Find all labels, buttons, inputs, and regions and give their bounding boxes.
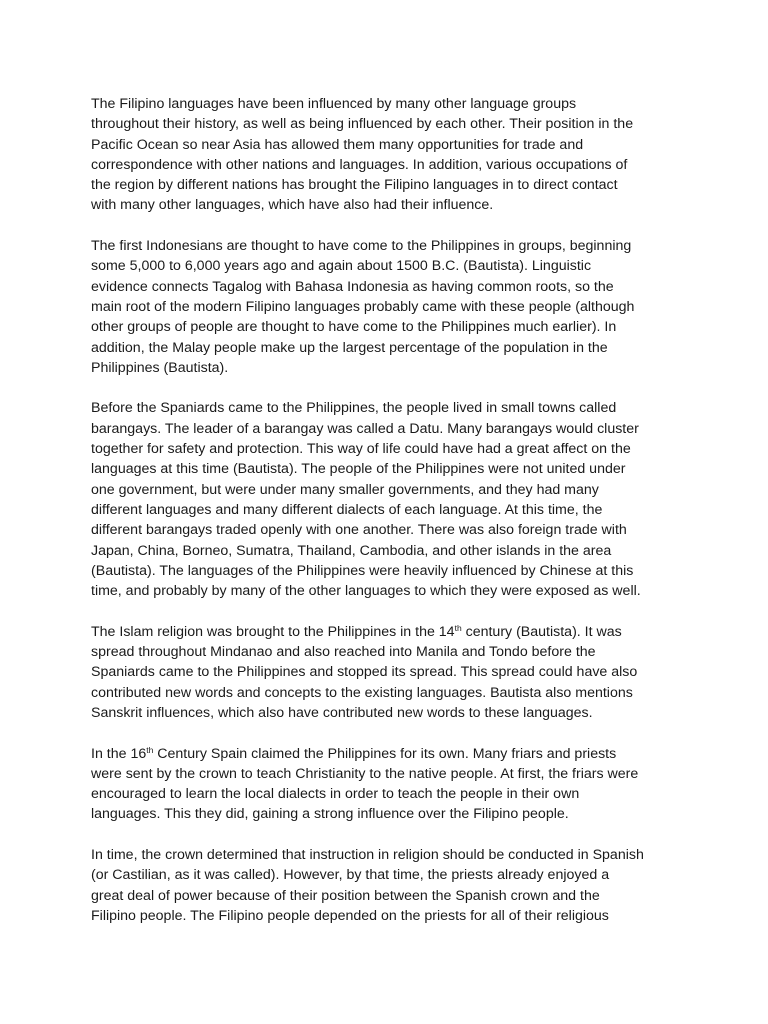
text-line: Spaniards came to the Philippines and stopped its spread. This spread could have also	[91, 664, 638, 681]
text-line: languages. This they did, gaining a strong influence over the Filipino people.	[91, 806, 569, 823]
text-line: the region by different nations has brought the Filipino languages in to direct contact	[91, 177, 618, 194]
text-line: The Filipino languages have been influenced by many other language groups	[91, 96, 577, 112]
text-line	[91, 744, 708, 764]
text-line: different languages and many different dialects of each language. At this time, the	[91, 501, 603, 518]
ordinal-superscript: th	[454, 622, 462, 633]
text-line: were sent by the crown to teach Christianity to the native people. At first, the friars were	[91, 765, 639, 782]
text-line: time, and probably by many of the other languages to which they were exposed as well.	[91, 583, 641, 600]
text-line: Philippines (Bautista).	[91, 359, 229, 376]
text-line: Sanskrit influences, which also have contributed new words to these languages.	[91, 704, 593, 721]
text-line: Japan, China, Borneo, Sumatra, Thailand, Cambodia, and other islands in the area	[91, 542, 612, 559]
text-line: contributed new words and concepts to the existing languages. Bautista also mentions	[91, 684, 633, 701]
text-line: encouraged to learn the local dialects in order to teach the people in their own	[91, 786, 580, 803]
paragraph-1	[91, 94, 708, 216]
text-segment: The Islam religion was brought to the Philippines in the 14	[91, 623, 455, 640]
text-line: Before the Spaniards came to the Philippines, the people lived in small towns called	[91, 400, 617, 417]
paragraph-4	[91, 622, 708, 723]
text-line: different barangays traded openly with one another. There was also foreign trade with	[91, 522, 627, 539]
text-line: throughout their history, as well as being influenced by each other. Their position in the	[91, 116, 634, 133]
text-line: addition, the Malay people make up the largest percentage of the population in the	[91, 339, 608, 356]
text-line: (Bautista). The languages of the Philippines were heavily influenced by Chinese at this	[91, 562, 634, 579]
text-segment: century (Bautista). It was	[461, 623, 622, 640]
text-line: main root of the modern Filipino languages probably came with these people (although	[91, 298, 635, 315]
text-line: one government, but were under many smaller governments, and they had many	[91, 481, 599, 498]
text-line: (or Castilian, as it was called). However, by that time, the priests already enjoyed a	[91, 867, 610, 884]
text-line: spread throughout Mindanao and also reached into Manila and Tondo before the	[91, 644, 596, 661]
text-line: languages at this time (Bautista). The people of the Philippines were not united under	[91, 461, 626, 478]
paragraph-5	[91, 744, 708, 825]
text-line: Pacific Ocean so near Asia has allowed them many opportunities for trade and	[91, 136, 584, 153]
text-line: some 5,000 to 6,000 years ago and again about 1500 B.C. (Bautista). Linguistic	[91, 258, 592, 275]
paragraph-6	[91, 845, 708, 926]
text-line: great deal of power because of their position between the Spanish crown and the	[91, 887, 600, 904]
text-line: barangays. The leader of a barangay was called a Datu. Many barangays would cluster	[91, 420, 639, 437]
paragraph-3	[91, 398, 708, 601]
text-segment: In the 16	[91, 745, 147, 762]
text-line: In time, the crown determined that instruction in religion should be conducted in Spanish	[91, 846, 644, 863]
text-line: The first Indonesians are thought to have come to the Philippines in groups, beginning	[91, 238, 632, 255]
text-line: evidence connects Tagalog with Bahasa Indonesia as having common roots, so the	[91, 278, 614, 295]
text-line: correspondence with other nations and languages. In addition, various occupations of	[91, 156, 628, 173]
text-line: Filipino people. The Filipino people depended on the priests for all of their religious	[91, 907, 609, 924]
text-segment: Century Spain claimed the Philippines for its own. Many friars and priests	[153, 745, 617, 762]
text-line	[91, 622, 708, 642]
ordinal-superscript: th	[146, 744, 154, 755]
paragraph-2	[91, 236, 708, 378]
text-line: together for safety and protection. This way of life could have had a great affect on the	[91, 441, 631, 458]
text-line: with many other languages, which have also had their influence.	[91, 197, 494, 214]
text-line: other groups of people are thought to have come to the Philippines much earlier). In	[91, 319, 617, 336]
